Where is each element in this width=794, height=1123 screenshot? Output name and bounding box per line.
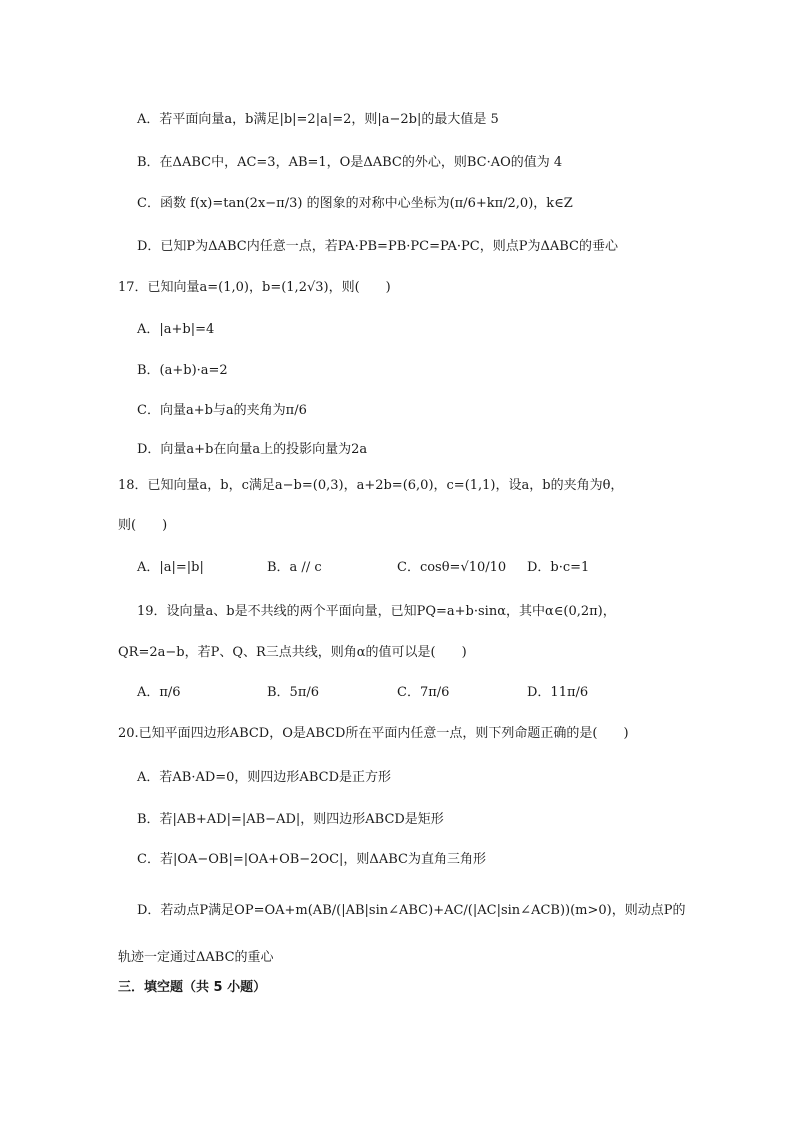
question-19-continuation: QR=2a−b，若P、Q、R三点共线，则角α的值可以是( ): [118, 645, 467, 660]
option-line: C．若|OA−OB|=|OA+OB−2OC|，则ΔABC为直角三角形: [137, 852, 486, 867]
options-row: [137, 681, 657, 700]
question-18: 18．已知向量a，b，c满足a−b=(0,3)，a+2b=(6,0)，c=(1,1)，设a，b的夹角为θ，: [118, 478, 624, 493]
question-19: 19．设向量a、b是不共线的两个平面向量，已知PQ=a+b·sinα，其中α∈(0,2π)，: [137, 604, 616, 619]
option-line: A．|a+b|=4: [137, 322, 215, 337]
question-20: 20.已知平面四边形ABCD，O是ABCD所在平面内任意一点，则下列命题正确的是( ): [118, 726, 629, 741]
option-line: D．若动点P满足OP=OA+m(AB/(|AB|sin∠ABC)+AC/(|AC|sin∠ACB))(m>0)，则动点P的: [137, 903, 686, 918]
option-line: C．函数 f(x)=tan(2x−π/3) 的图象的对称中心坐标为(π/6+kπ/2,0)，k∈Z: [137, 196, 573, 211]
option-continuation: 轨迹一定通过ΔABC的重心: [118, 950, 274, 965]
option-line: B．在ΔABC中，AC=3，AB=1，O是ΔABC的外心，则BC·AO的值为 4: [137, 155, 563, 170]
option-b: B．5π/6: [267, 685, 320, 700]
option-d: D．11π/6: [527, 685, 589, 700]
option-line: C．向量a+b与a的夹角为π/6: [137, 403, 307, 418]
options-row: [137, 556, 657, 575]
section-heading: 三．填空题（共 5 小题）: [118, 980, 267, 995]
question-17: 17．已知向量a=(1,0)，b=(1,2√3)，则( ): [118, 280, 391, 295]
option-line: A．若AB·AD=0，则四边形ABCD是正方形: [137, 770, 391, 785]
option-line: D．向量a+b在向量a上的投影向量为2a: [137, 442, 368, 457]
option-line: B．若|AB+AD|=|AB−AD|，则四边形ABCD是矩形: [137, 812, 444, 827]
question-18-continuation: 则( ): [118, 518, 168, 533]
option-a: A．π/6: [137, 685, 181, 700]
option-d: D．b·c=1: [527, 560, 590, 575]
option-line: D．已知P为ΔABC内任意一点，若PA·PB=PB·PC=PA·PC，则点P为ΔABC的垂心: [137, 239, 619, 254]
option-c: C．cosθ=√10/10: [397, 560, 507, 575]
option-line: B．(a+b)·a=2: [137, 363, 228, 378]
option-line: A．若平面向量a，b满足|b|=2|a|=2，则|a−2b|的最大值是 5: [137, 112, 499, 127]
option-b: B．a // c: [267, 560, 322, 575]
option-c: C．7π/6: [397, 685, 450, 700]
option-a: A．|a|=|b|: [137, 560, 204, 575]
